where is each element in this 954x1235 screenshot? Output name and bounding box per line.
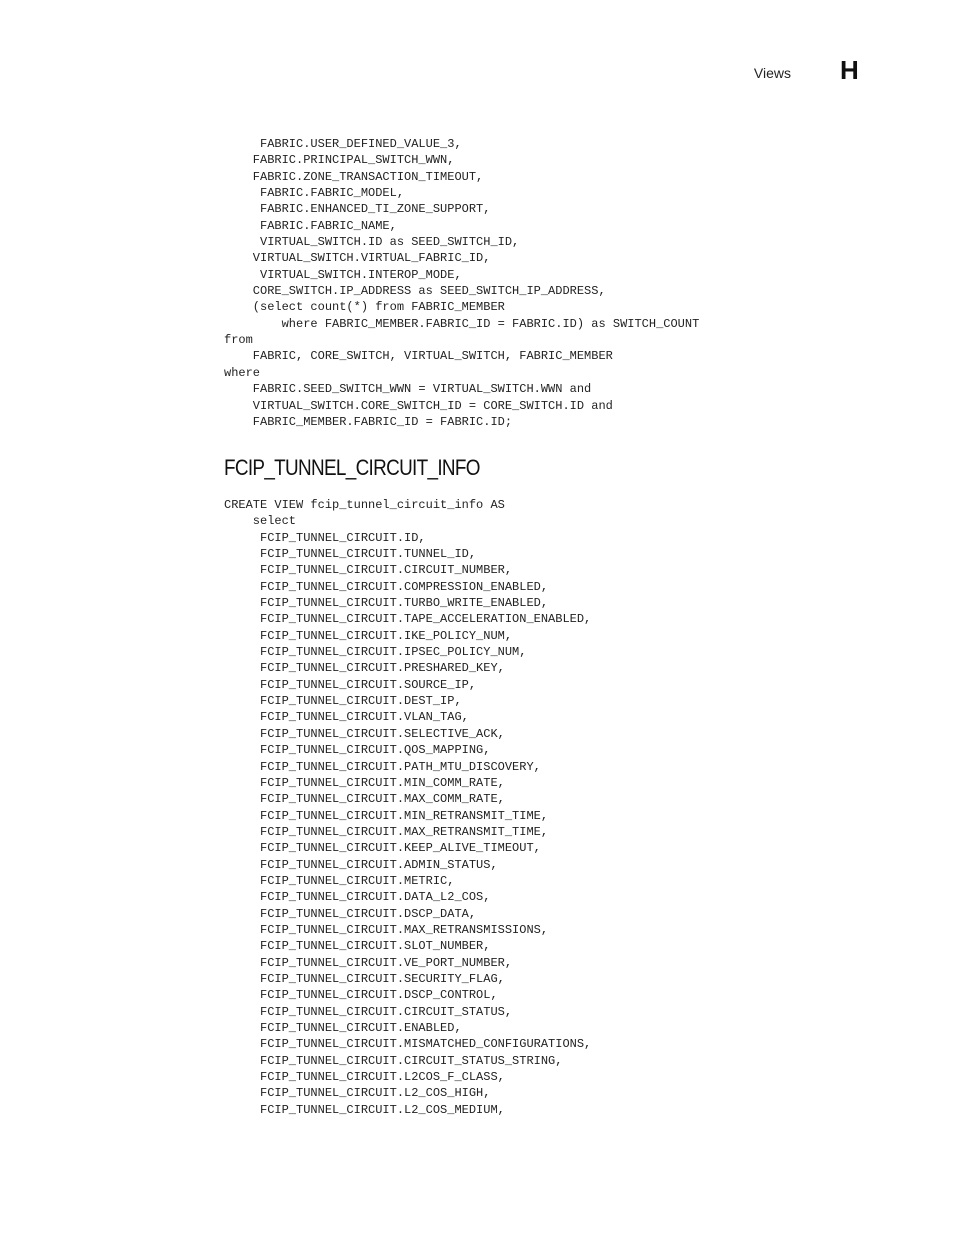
code-line: FCIP_TUNNEL_CIRCUIT.MIN_RETRANSMIT_TIME, — [224, 808, 549, 823]
code-line: FCIP_TUNNEL_CIRCUIT.PRESHARED_KEY, — [224, 661, 505, 676]
code-line: from — [224, 333, 253, 348]
code-line: FABRIC, CORE_SWITCH, VIRTUAL_SWITCH, FABRIC_MEMBER — [224, 349, 613, 364]
code-line: FABRIC.USER_DEFINED_VALUE_3, — [224, 137, 462, 151]
code-line: FCIP_TUNNEL_CIRCUIT.ADMIN_STATUS, — [224, 857, 498, 872]
code-line: FCIP_TUNNEL_CIRCUIT.DSCP_CONTROL, — [224, 988, 498, 1003]
code-line: FCIP_TUNNEL_CIRCUIT.DATA_L2_COS, — [224, 890, 491, 905]
code-line: FABRIC_MEMBER.FABRIC_ID = FABRIC.ID; — [224, 414, 513, 429]
code-line: CREATE VIEW fcip_tunnel_circuit_info AS — [224, 498, 505, 512]
code-block-fabric-view — [224, 136, 699, 430]
code-line: VIRTUAL_SWITCH.ID as SEED_SWITCH_ID, — [224, 235, 520, 250]
code-line: FCIP_TUNNEL_CIRCUIT.CIRCUIT_STATUS_STRING, — [224, 1053, 563, 1068]
code-line: FCIP_TUNNEL_CIRCUIT.SECURITY_FLAG, — [224, 971, 505, 986]
code-line: FCIP_TUNNEL_CIRCUIT.L2_COS_MEDIUM, — [224, 1102, 505, 1117]
code-line: FCIP_TUNNEL_CIRCUIT.DSCP_DATA, — [224, 906, 477, 921]
code-line: FCIP_TUNNEL_CIRCUIT.MAX_RETRANSMIT_TIME, — [224, 824, 549, 839]
code-line: select — [224, 514, 297, 529]
code-line: FABRIC.ZONE_TRANSACTION_TIMEOUT, — [224, 169, 484, 184]
code-line: where — [224, 365, 261, 380]
code-line: FCIP_TUNNEL_CIRCUIT.MAX_COMM_RATE, — [224, 792, 505, 807]
code-line: FCIP_TUNNEL_CIRCUIT.QOS_MAPPING, — [224, 743, 491, 758]
code-line: FCIP_TUNNEL_CIRCUIT.SOURCE_IP, — [224, 677, 477, 692]
code-line: FCIP_TUNNEL_CIRCUIT.ENABLED, — [224, 1021, 462, 1035]
code-line: FABRIC.PRINCIPAL_SWITCH_WWN, — [224, 153, 455, 168]
code-line: FCIP_TUNNEL_CIRCUIT.IPSEC_POLICY_NUM, — [224, 645, 527, 660]
code-line: VIRTUAL_SWITCH.INTEROP_MODE, — [224, 267, 462, 282]
code-line: FCIP_TUNNEL_CIRCUIT.CIRCUIT_NUMBER, — [224, 563, 513, 578]
code-line: where FABRIC_MEMBER.FABRIC_ID = FABRIC.ID) as SWITCH_COUNT — [224, 316, 700, 331]
code-line: FCIP_TUNNEL_CIRCUIT.DEST_IP, — [224, 694, 462, 709]
running-header-section: Views — [753, 65, 791, 81]
code-line: FCIP_TUNNEL_CIRCUIT.SLOT_NUMBER, — [224, 939, 491, 954]
code-line: FABRIC.ENHANCED_TI_ZONE_SUPPORT, — [224, 202, 491, 217]
code-line: FCIP_TUNNEL_CIRCUIT.SELECTIVE_ACK, — [224, 726, 505, 741]
code-line: FCIP_TUNNEL_CIRCUIT.TUNNEL_ID, — [224, 547, 477, 562]
code-line: CORE_SWITCH.IP_ADDRESS as SEED_SWITCH_IP_ADDRESS, — [224, 284, 606, 299]
code-line: VIRTUAL_SWITCH.VIRTUAL_FABRIC_ID, — [224, 251, 491, 266]
code-line: FCIP_TUNNEL_CIRCUIT.MISMATCHED_CONFIGURATIONS, — [224, 1037, 592, 1052]
code-block-fcip-view — [224, 497, 591, 1118]
code-line: FABRIC.FABRIC_MODEL, — [224, 186, 405, 201]
code-line: (select count(*) from FABRIC_MEMBER — [224, 300, 505, 315]
code-line: FCIP_TUNNEL_CIRCUIT.MIN_COMM_RATE, — [224, 775, 505, 790]
code-line: FCIP_TUNNEL_CIRCUIT.L2_COS_HIGH, — [224, 1086, 491, 1101]
code-line: FCIP_TUNNEL_CIRCUIT.COMPRESSION_ENABLED, — [224, 579, 549, 594]
code-line: FCIP_TUNNEL_CIRCUIT.VE_PORT_NUMBER, — [224, 955, 513, 970]
code-line: FCIP_TUNNEL_CIRCUIT.TAPE_ACCELERATION_ENABLED, — [224, 612, 592, 627]
code-line: FCIP_TUNNEL_CIRCUIT.L2COS_F_CLASS, — [224, 1070, 505, 1085]
code-line: FABRIC.FABRIC_NAME, — [224, 218, 397, 233]
code-line: FCIP_TUNNEL_CIRCUIT.VLAN_TAG, — [224, 710, 469, 725]
code-line: FCIP_TUNNEL_CIRCUIT.TURBO_WRITE_ENABLED, — [224, 596, 549, 611]
code-line: FCIP_TUNNEL_CIRCUIT.MAX_RETRANSMISSIONS, — [224, 922, 549, 937]
code-line: FCIP_TUNNEL_CIRCUIT.PATH_MTU_DISCOVERY, — [224, 759, 541, 774]
code-line: FCIP_TUNNEL_CIRCUIT.CIRCUIT_STATUS, — [224, 1004, 513, 1019]
code-line: FCIP_TUNNEL_CIRCUIT.KEEP_ALIVE_TIMEOUT, — [224, 841, 541, 856]
code-line: FCIP_TUNNEL_CIRCUIT.METRIC, — [224, 873, 455, 888]
code-line: VIRTUAL_SWITCH.CORE_SWITCH_ID = CORE_SWITCH.ID and — [224, 398, 613, 413]
code-line: FABRIC.SEED_SWITCH_WWN = VIRTUAL_SWITCH.WWN and — [224, 382, 592, 397]
code-line: FCIP_TUNNEL_CIRCUIT.IKE_POLICY_NUM, — [224, 628, 513, 643]
code-line: FCIP_TUNNEL_CIRCUIT.ID, — [224, 530, 426, 545]
appendix-letter: H — [840, 55, 859, 85]
section-heading: FCIP_TUNNEL_CIRCUIT_INFO — [224, 455, 480, 480]
